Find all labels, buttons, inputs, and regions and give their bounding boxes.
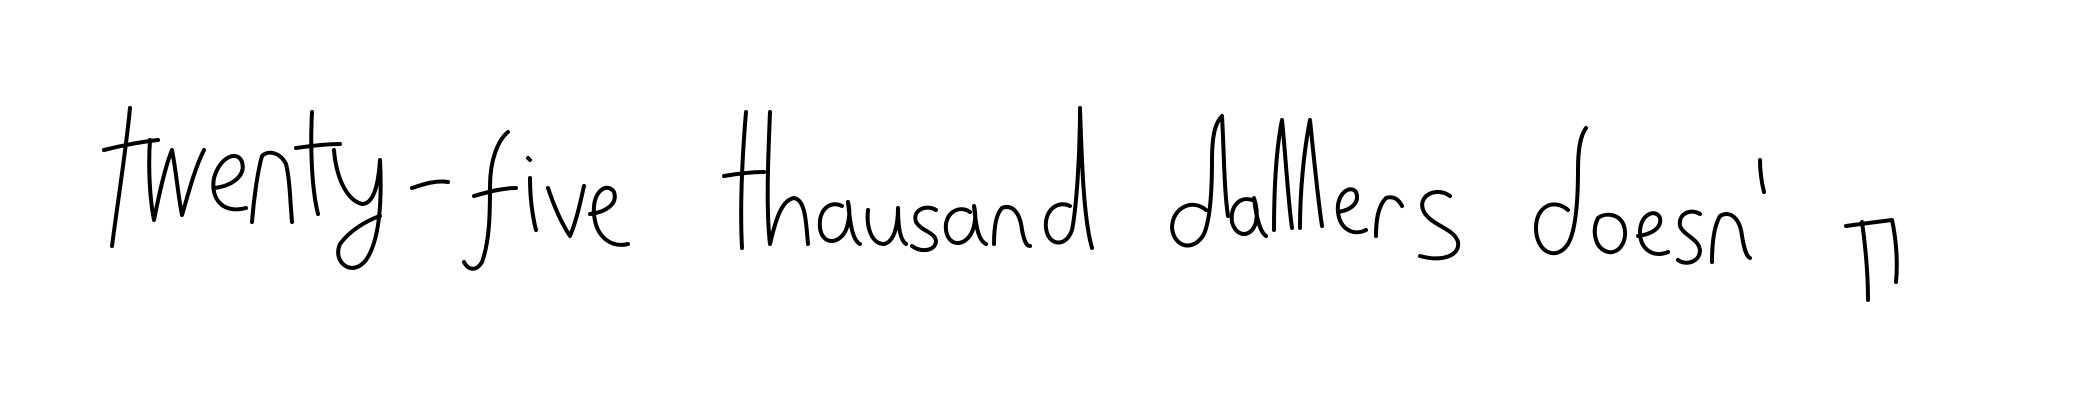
word-dollars xyxy=(1172,116,1458,258)
word-thousand xyxy=(724,108,1092,250)
word-doesnt xyxy=(1536,128,1897,300)
word-twenty-five xyxy=(104,108,628,269)
